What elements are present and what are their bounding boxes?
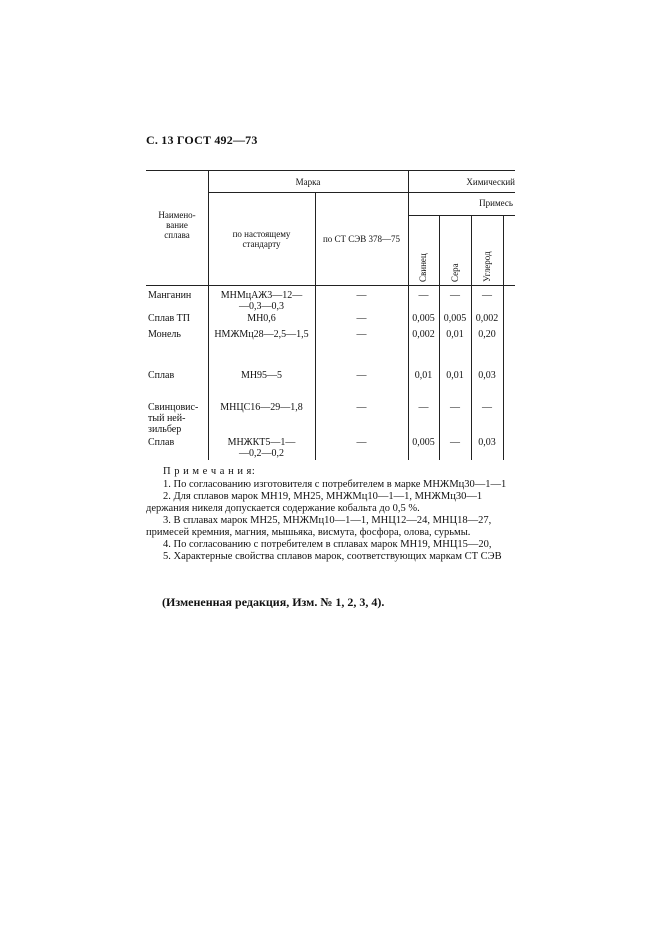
row-6-lead: 0,005 bbox=[412, 437, 435, 448]
row-2-carbon: 0,002 bbox=[475, 313, 499, 324]
header-name: Наимено- вание сплава bbox=[158, 210, 196, 240]
header-bottom-rule bbox=[146, 285, 515, 286]
header-impurity: Примесь bbox=[479, 198, 513, 208]
row-3-current: НМЖМц28—2,5—1,5 bbox=[214, 329, 309, 340]
row-3-sulfur: 0,01 bbox=[446, 329, 464, 340]
row-3-lead: 0,002 bbox=[412, 329, 435, 340]
row-4-carbon: 0,03 bbox=[478, 370, 496, 381]
row-3-carbon: 0,20 bbox=[478, 329, 496, 340]
row-2-sulfur: 0,005 bbox=[443, 313, 467, 324]
header-rule-marka bbox=[208, 192, 515, 193]
note-line-1: 1. По согласованию изготовителя с потребителем в марке МНЖМц30—1—1 bbox=[163, 479, 507, 490]
row-1-sev: — bbox=[356, 290, 367, 301]
row-4-lead: 0,01 bbox=[414, 370, 433, 381]
note-line-6: 4. По согласованию с потребителем в сплавах марок МН19, МНЦ15—20, bbox=[163, 539, 492, 550]
row-3-sev: — bbox=[356, 329, 367, 340]
row-5-name: Свинцовис- тый ней- зильбер bbox=[148, 402, 199, 435]
row-5-current: МНЦС16—29—1,8 bbox=[220, 402, 303, 413]
header-marka-current: по настоящему стандарту bbox=[232, 229, 291, 249]
row-1-lead: — bbox=[418, 290, 429, 301]
col-divider-6 bbox=[503, 215, 504, 460]
row-5-sulfur: — bbox=[450, 402, 460, 413]
header-marka-sev: по СТ СЭВ 378—75 bbox=[322, 234, 400, 244]
row-5-sev: — bbox=[356, 402, 367, 413]
page-title: С. 13 ГОСТ 492—73 bbox=[146, 133, 258, 147]
table-top-rule bbox=[146, 170, 515, 171]
row-6-name: Сплав bbox=[148, 437, 175, 448]
row-1-sulfur: — bbox=[450, 290, 460, 301]
row-1-carbon: — bbox=[482, 290, 492, 301]
col-divider-2 bbox=[315, 192, 316, 460]
row-2-sev: — bbox=[356, 313, 367, 324]
row-6-current: МНЖКТ5—1— —0,2—0,2 bbox=[227, 437, 296, 459]
row-2-current: МН0,6 bbox=[247, 313, 276, 324]
row-6-sev: — bbox=[356, 437, 367, 448]
note-line-4: 3. В сплавах марок МН25, МНЖМц10—1—1, МНЦ12—24, МНЦ18—27, bbox=[163, 515, 492, 526]
row-3-name: Монель bbox=[148, 329, 181, 340]
row-2-name: Сплав ТП bbox=[148, 313, 191, 324]
header-chemical: Химический bbox=[466, 177, 515, 187]
note-line-5: примесей кремния, магния, мышьяка, висмута, фосфора, олова, сурьмы. bbox=[146, 527, 471, 538]
row-6-carbon: 0,03 bbox=[478, 437, 496, 448]
row-1-name: Манганин bbox=[148, 290, 192, 301]
note-line-2: 2. Для сплавов марок МН19, МН25, МНЖМц10—1—1, МНЖМц30—1 bbox=[163, 491, 483, 502]
row-5-carbon: — bbox=[482, 402, 492, 413]
row-4-name: Сплав bbox=[148, 370, 175, 381]
row-4-current: МН95—5 bbox=[240, 370, 283, 381]
header-marka: Марка bbox=[295, 177, 321, 187]
row-1-current: МНМцАЖ3—12— —0,3—0,3 bbox=[220, 290, 303, 312]
notes-heading: П р и м е ч а н и я: bbox=[163, 466, 256, 477]
header-carbon: Углерод bbox=[482, 251, 492, 282]
note-line-3: держания никеля допускается содержание кобальта до 0,5 %. bbox=[146, 503, 420, 514]
header-lead: Свинец bbox=[418, 253, 428, 282]
row-4-sev: — bbox=[356, 370, 367, 381]
row-6-sulfur: — bbox=[450, 437, 460, 448]
header-sulfur: Сера bbox=[450, 263, 460, 282]
row-4-sulfur: 0,01 bbox=[446, 370, 464, 381]
row-2-lead: 0,005 bbox=[412, 313, 435, 324]
note-line-7: 5. Характерные свойства сплавов марок, соответствующих маркам СТ СЭВ bbox=[163, 551, 502, 562]
edition-note: (Измененная редакция, Изм. № 1, 2, 3, 4). bbox=[162, 595, 385, 609]
row-5-lead: — bbox=[418, 402, 429, 413]
header-rule-impurity bbox=[408, 215, 515, 216]
